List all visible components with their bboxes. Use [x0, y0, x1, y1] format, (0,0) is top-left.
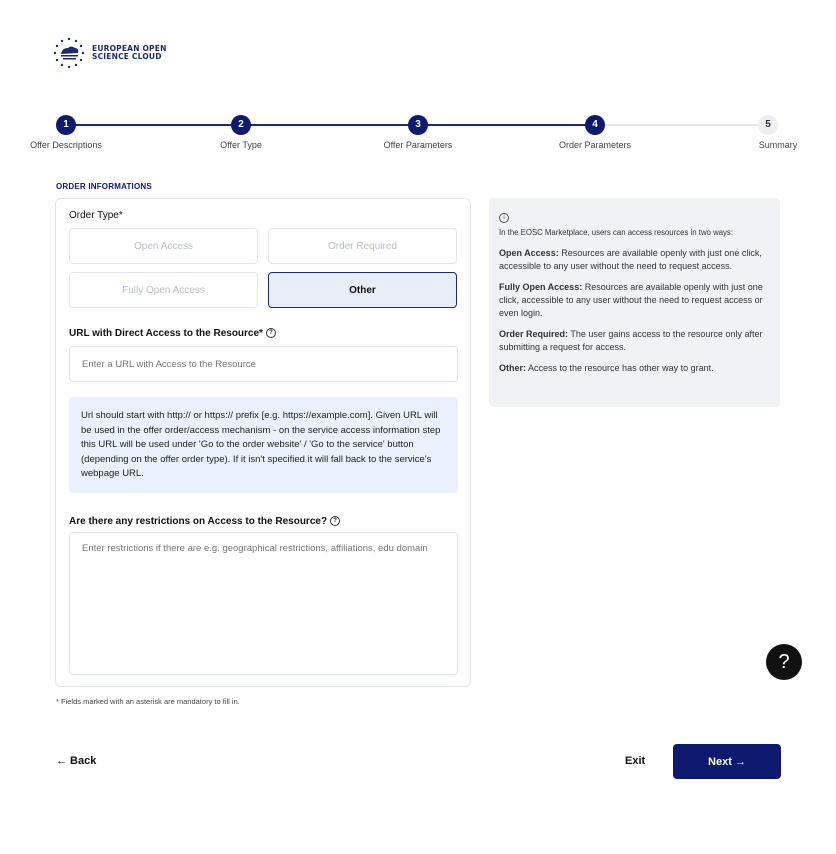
url-field-label	[69, 328, 276, 339]
logo-text	[92, 45, 167, 61]
eosc-logo-icon	[52, 36, 86, 70]
step-label: Summary	[758, 140, 798, 150]
step-5[interactable]	[708, 115, 828, 150]
eosc-logo[interactable]	[52, 36, 167, 70]
option-order-required[interactable]: Order Required	[268, 228, 457, 264]
logo-line-2: SCIENCE CLOUD	[92, 52, 162, 61]
panel-item-title: Other:	[499, 363, 526, 373]
panel-item-fully-open-access	[499, 281, 770, 320]
restrictions-field-label-text: Are there any restrictions on Access to the Resource?	[69, 516, 328, 527]
section-title: ORDER INFORMATIONS	[56, 182, 152, 191]
step-label: Offer Parameters	[383, 140, 453, 150]
panel-item-text: Resources are available openly with just one click, accessible to any user without the need to request access.	[499, 248, 762, 271]
step-1[interactable]	[6, 115, 126, 150]
panel-item-text: The user gains access to the resource only after submitting a request for access.	[499, 329, 763, 352]
option-other[interactable]: Other	[268, 272, 457, 308]
panel-item-order-required	[499, 328, 770, 354]
url-input[interactable]	[69, 346, 458, 382]
panel-item-title: Open Access:	[499, 248, 559, 258]
next-button[interactable]: Next →	[673, 744, 781, 779]
access-info-panel	[489, 198, 780, 407]
step-3[interactable]	[358, 115, 478, 150]
help-button[interactable]: ?	[766, 644, 802, 680]
url-field-label-text: URL with Direct Access to the Resource*	[69, 328, 263, 339]
step-number: 1	[56, 115, 76, 135]
panel-item-open-access	[499, 247, 770, 273]
back-button[interactable]: ← Back	[56, 755, 97, 767]
info-icon: i	[499, 213, 509, 223]
panel-item-title: Fully Open Access:	[499, 282, 583, 292]
order-type-label: Order Type*	[69, 210, 123, 221]
step-number: 4	[585, 115, 605, 135]
help-icon[interactable]: ?	[266, 328, 276, 338]
logo-line-1: EUROPEAN OPEN	[92, 44, 167, 53]
step-label: Offer Descriptions	[30, 140, 102, 150]
step-4[interactable]	[535, 115, 655, 150]
option-open-access[interactable]: Open Access	[69, 228, 258, 264]
panel-item-title: Order Required:	[499, 329, 569, 339]
option-fully-open-access[interactable]: Fully Open Access	[69, 272, 258, 308]
step-label: Offer Type	[220, 140, 262, 150]
step-number: 3	[408, 115, 428, 135]
progress-stepper	[0, 115, 836, 155]
step-label: Order Parameters	[558, 140, 632, 150]
mandatory-footnote: * Fields marked with an asterisk are mandatory to fill in.	[56, 697, 240, 706]
restrictions-field-label	[69, 516, 340, 527]
panel-intro: In the EOSC Marketplace, users can access resources in two ways:	[499, 228, 734, 237]
restrictions-textarea[interactable]	[69, 532, 458, 675]
url-info-box: Url should start with http:// or https:// prefix [e.g. https://example.com]. Given URL will be used in the offer order/access mechanism - on the service access information step this URL will be used under 'Go to the order website' / 'Go to the service' button (depending on the offer order type). If it isn't specified it will fall back to the service's webpage URL.	[69, 397, 458, 493]
help-icon[interactable]: ?	[330, 516, 340, 526]
panel-item-text: Access to the resource has other way to grant.	[528, 363, 714, 373]
step-number: 2	[231, 115, 251, 135]
panel-item-other	[499, 362, 770, 375]
order-form-card	[55, 198, 471, 687]
stepper-progress-line	[66, 124, 593, 126]
step-number: 5	[758, 115, 778, 135]
exit-button[interactable]: Exit	[625, 755, 646, 767]
step-2[interactable]	[181, 115, 301, 150]
panel-item-text: Resources are available openly with just one click, accessible to any user without the need to request access or even login.	[499, 282, 763, 318]
